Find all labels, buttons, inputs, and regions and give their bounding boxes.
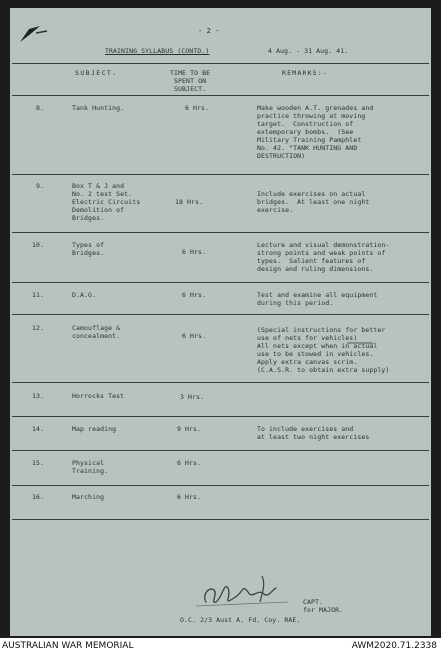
row-subject: Horrocks Test xyxy=(72,392,125,400)
row-hours: 6 Hrs. xyxy=(182,332,207,340)
row-number: 15. xyxy=(31,459,44,467)
row-hours: 6 Hrs. xyxy=(182,248,207,256)
row-subject: Physical Training. xyxy=(72,459,109,475)
row-number: 8. xyxy=(35,104,44,112)
row-number: 9. xyxy=(35,182,44,190)
row-divider xyxy=(12,232,429,233)
row-divider xyxy=(12,416,429,417)
signatory-for: for MAJOR. xyxy=(303,606,344,614)
handwritten-signature xyxy=(192,568,292,612)
row-divider xyxy=(12,174,429,175)
row-subject: Types of Bridges. xyxy=(72,241,105,257)
row-remarks: (Special instructions for better use of nets for vehicles) All nets except when in actual use to be stowed in vehicles. Apply extra canvas scrim. (C.A.S.R. to obtain extra supply) xyxy=(257,326,390,374)
signatory-rank: CAPT. xyxy=(303,598,324,606)
header-rule xyxy=(12,63,429,64)
archive-footer xyxy=(0,640,441,653)
row-subject: Camouflage & concealment. xyxy=(72,324,121,340)
row-divider xyxy=(12,485,429,486)
row-divider xyxy=(12,450,429,451)
row-remarks: Make wooden A.T. grenades and practice throwing at moving target. Construction of extemporary bombs. (See Military Training Pamphlet No. 42. "TANK HUNTING AND DESTRUCTION) xyxy=(257,104,374,160)
row-subject: Map reading xyxy=(72,425,117,433)
row-subject: Marching xyxy=(72,493,105,501)
punch-hole-mark-icon xyxy=(16,20,50,48)
row-hours: 6 Hrs. xyxy=(177,459,202,467)
row-hours: 9 Hrs. xyxy=(177,425,202,433)
row-subject: Tank Hunting. xyxy=(72,104,125,112)
column-header-remarks: REMARKS:- xyxy=(282,69,329,77)
row-divider xyxy=(12,282,429,283)
row-number: 13. xyxy=(31,392,44,400)
page-number: - 2 - xyxy=(198,27,220,35)
date-range: 4 Aug. - 31 Aug. 41. xyxy=(268,47,349,55)
row-remarks: Include exercises on actual bridges. At least one night exercise. xyxy=(257,190,370,214)
row-hours: 6 Hrs. xyxy=(182,291,207,299)
row-remarks: Test and examine all equipment during this period. xyxy=(257,291,378,307)
archive-name: AUSTRALIAN WAR MEMORIAL xyxy=(2,641,134,651)
document-title: TRAINING SYLLABUS (CONTD.) xyxy=(105,47,210,55)
column-header-time: TIME TO BE SPENT ON SUBJECT. xyxy=(170,69,211,93)
row-divider xyxy=(12,382,429,383)
row-number: 16. xyxy=(31,493,44,501)
row-hours: 6 Hrs. xyxy=(177,493,202,501)
row-hours: 18 Hrs. xyxy=(175,198,204,206)
row-number: 11. xyxy=(31,291,44,299)
column-header-rule xyxy=(12,95,429,96)
column-header-subject: SUBJECT. xyxy=(75,69,118,77)
row-subject: Box T & J and No. 2 test Set. Electric Circuits Demolition of Bridges. xyxy=(72,182,141,222)
row-remarks: Lecture and visual demonstration- strong points and weak points of types. Salient features of design and ruling dimensions. xyxy=(257,241,390,273)
row-remarks: To include exercises and at least two night exercises xyxy=(257,425,370,441)
syllabus-page xyxy=(10,8,431,636)
row-number: 12. xyxy=(31,324,44,332)
row-divider xyxy=(12,519,429,520)
row-divider xyxy=(12,314,429,315)
row-subject: D.A.G. xyxy=(72,291,97,299)
underline-mark xyxy=(347,341,373,345)
row-hours: 3 Hrs. xyxy=(180,393,205,401)
row-number: 14. xyxy=(31,425,44,433)
signatory-unit: O.C. 2/3 Aust A. Fd. Coy. RAE. xyxy=(180,616,301,624)
row-number: 10. xyxy=(31,241,44,249)
row-hours: 6 Hrs. xyxy=(185,104,210,112)
accession-number: AWM2020.71.2338 xyxy=(351,641,437,651)
